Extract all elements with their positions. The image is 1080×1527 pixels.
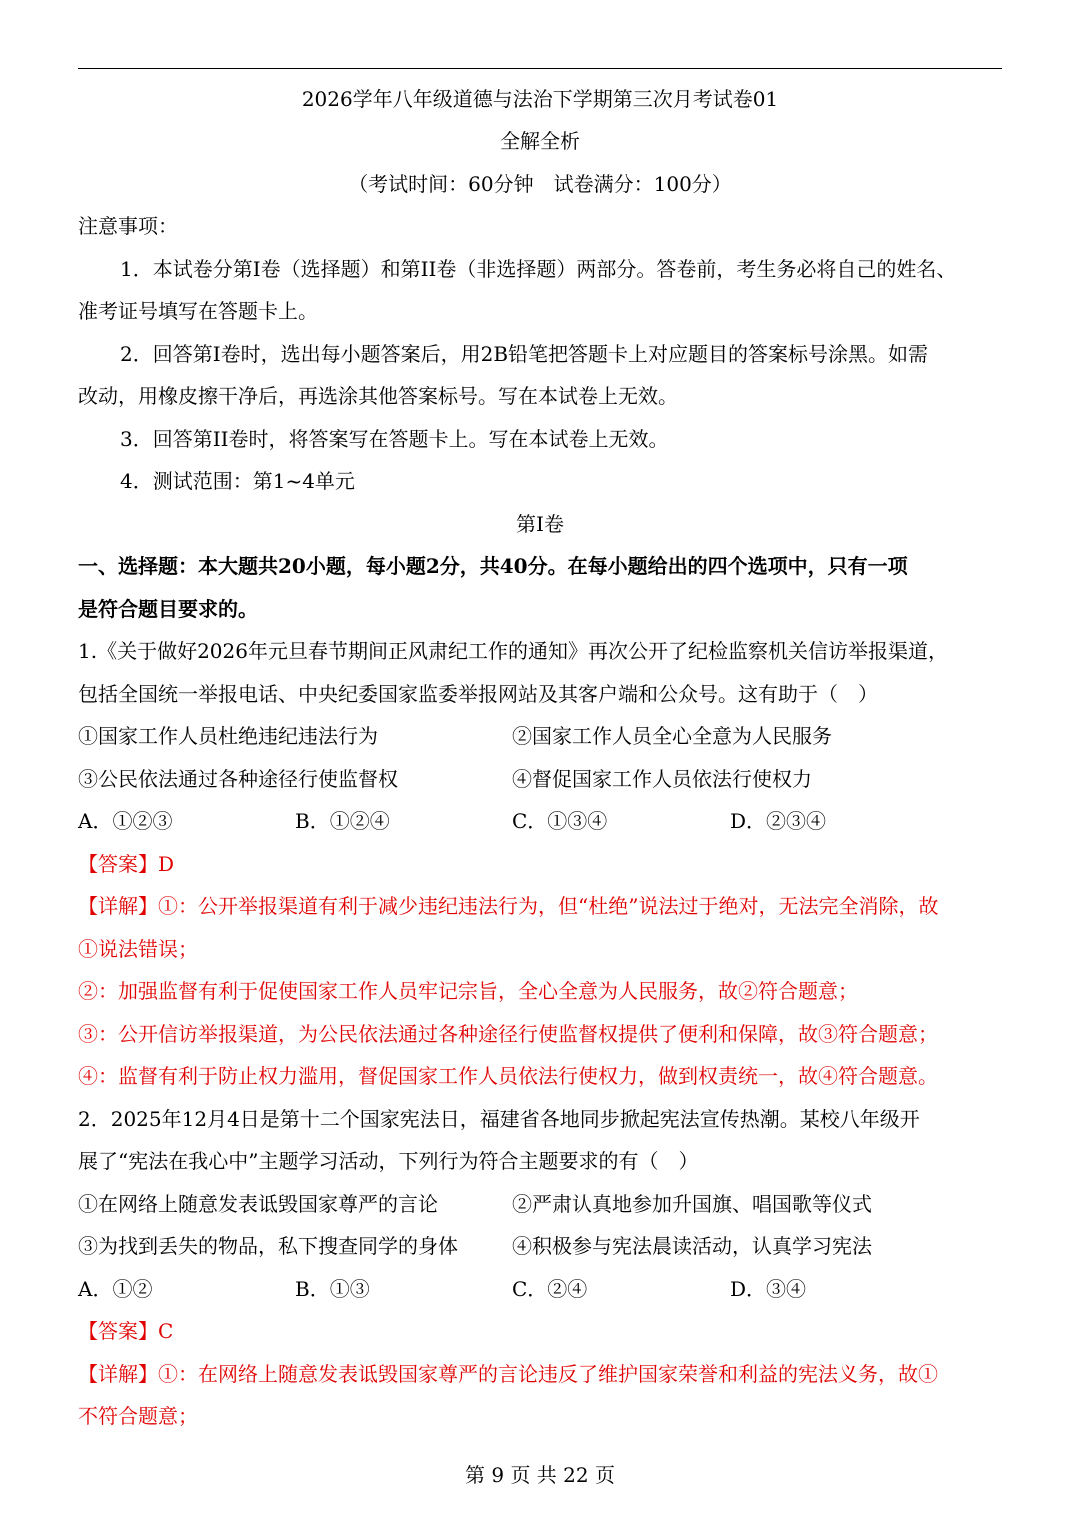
notice-item: 4．测试范围：第1~4单元	[120, 469, 355, 493]
analysis-line: ③：公开信访举报渠道，为公民依法通过各种途径行使监督权提供了便利和保障，故③符合题意；	[78, 1022, 938, 1046]
statement: ②国家工作人员全心全意为人民服务	[512, 724, 832, 748]
option-a: A．①②	[78, 1277, 153, 1301]
analysis-line: ①说法错误；	[78, 937, 198, 961]
question-stem-cont: 展了“宪法在我心中”主题学习活动，下列行为符合主题要求的有（ ）	[78, 1149, 699, 1173]
analysis-line: 【详解】①：公开举报渠道有利于减少违纪违法行为，但“杜绝”说法过于绝对，无法完全消除，故	[78, 894, 939, 918]
statement-row	[78, 766, 1002, 792]
statement: ②严肃认真地参加升国旗、唱国歌等仪式	[512, 1192, 872, 1216]
question-stem: 2．2025年12月4日是第十二个国家宪法日，福建省各地同步掀起宪法宣传热潮。某校八年级开	[78, 1107, 920, 1131]
notice-item: 2．回答第I卷时，选出每小题答案后，用2B铅笔把答题卡上对应题目的答案标号涂黑。如需	[120, 342, 929, 366]
statement-row	[78, 723, 1002, 749]
notice-item: 3．回答第II卷时，将答案写在答题卡上。写在本试卷上无效。	[120, 427, 669, 451]
statement-row	[78, 1191, 1002, 1217]
analysis-line: 不符合题意；	[78, 1404, 198, 1428]
notice-item: 1．本试卷分第I卷（选择题）和第II卷（非选择题）两部分。答卷前，考生务必将自己的姓名、	[120, 257, 957, 281]
option-c: C．①③④	[512, 809, 608, 833]
section-heading-cont: 是符合题目要求的。	[78, 597, 258, 621]
answer: 【答案】D	[78, 852, 175, 876]
option-d: D．③④	[730, 1277, 807, 1301]
option-b: B．①③	[295, 1277, 370, 1301]
option-d: D．②③④	[730, 809, 827, 833]
exam-title: 2026学年八年级道德与法治下学期第三次月考试卷01	[301, 87, 779, 111]
statement: ①在网络上随意发表诋毁国家尊严的言论	[78, 1192, 438, 1216]
exam-info: （考试时间：60分钟 试卷满分：100分）	[348, 172, 732, 196]
analysis-line: ④：监督有利于防止权力滥用，督促国家工作人员依法行使权力，做到权责统一，故④符合题意。	[78, 1064, 938, 1088]
option-c: C．②④	[512, 1277, 588, 1301]
notice-item-cont: 准考证号填写在答题卡上。	[78, 299, 318, 323]
statement: ③公民依法通过各种途径行使监督权	[78, 767, 398, 791]
volume-label: 第I卷	[516, 512, 564, 536]
question-stem-cont: 包括全国统一举报电话、中央纪委国家监委举报网站及其客户端和公众号。这有助于（ ）	[78, 682, 878, 706]
option-a: A．①②③	[78, 809, 173, 833]
notice-heading: 注意事项：	[78, 214, 178, 238]
statement: ④积极参与宪法晨读活动，认真学习宪法	[512, 1234, 872, 1258]
answer: 【答案】C	[78, 1319, 174, 1343]
statement: ③为找到丢失的物品，私下搜查同学的身体	[78, 1234, 458, 1258]
header-rule	[78, 68, 1002, 69]
notice-item-cont: 改动，用橡皮擦干净后，再选涂其他答案标号。写在本试卷上无效。	[78, 384, 678, 408]
option-b: B．①②④	[295, 809, 390, 833]
exam-subtitle: 全解全析	[500, 129, 580, 153]
statement: ④督促国家工作人员依法行使权力	[512, 767, 812, 791]
analysis-line: ②：加强监督有利于促使国家工作人员牢记宗旨，全心全意为人民服务，故②符合题意；	[78, 979, 858, 1003]
section-heading: 一、选择题：本大题共20小题，每小题2分，共40分。在每小题给出的四个选项中，只有一项	[78, 554, 908, 578]
analysis-line: 【详解】①：在网络上随意发表诋毁国家尊严的言论违反了维护国家荣誉和利益的宪法义务，故①	[78, 1362, 938, 1386]
statement-row	[78, 1233, 1002, 1259]
question-stem: 1.《关于做好2026年元旦春节期间正风肃纪工作的通知》再次公开了纪检监察机关信访举报渠道，	[78, 639, 948, 663]
page-number: 第 9 页 共 22 页	[465, 1463, 615, 1487]
statement: ①国家工作人员杜绝违纪违法行为	[78, 724, 378, 748]
